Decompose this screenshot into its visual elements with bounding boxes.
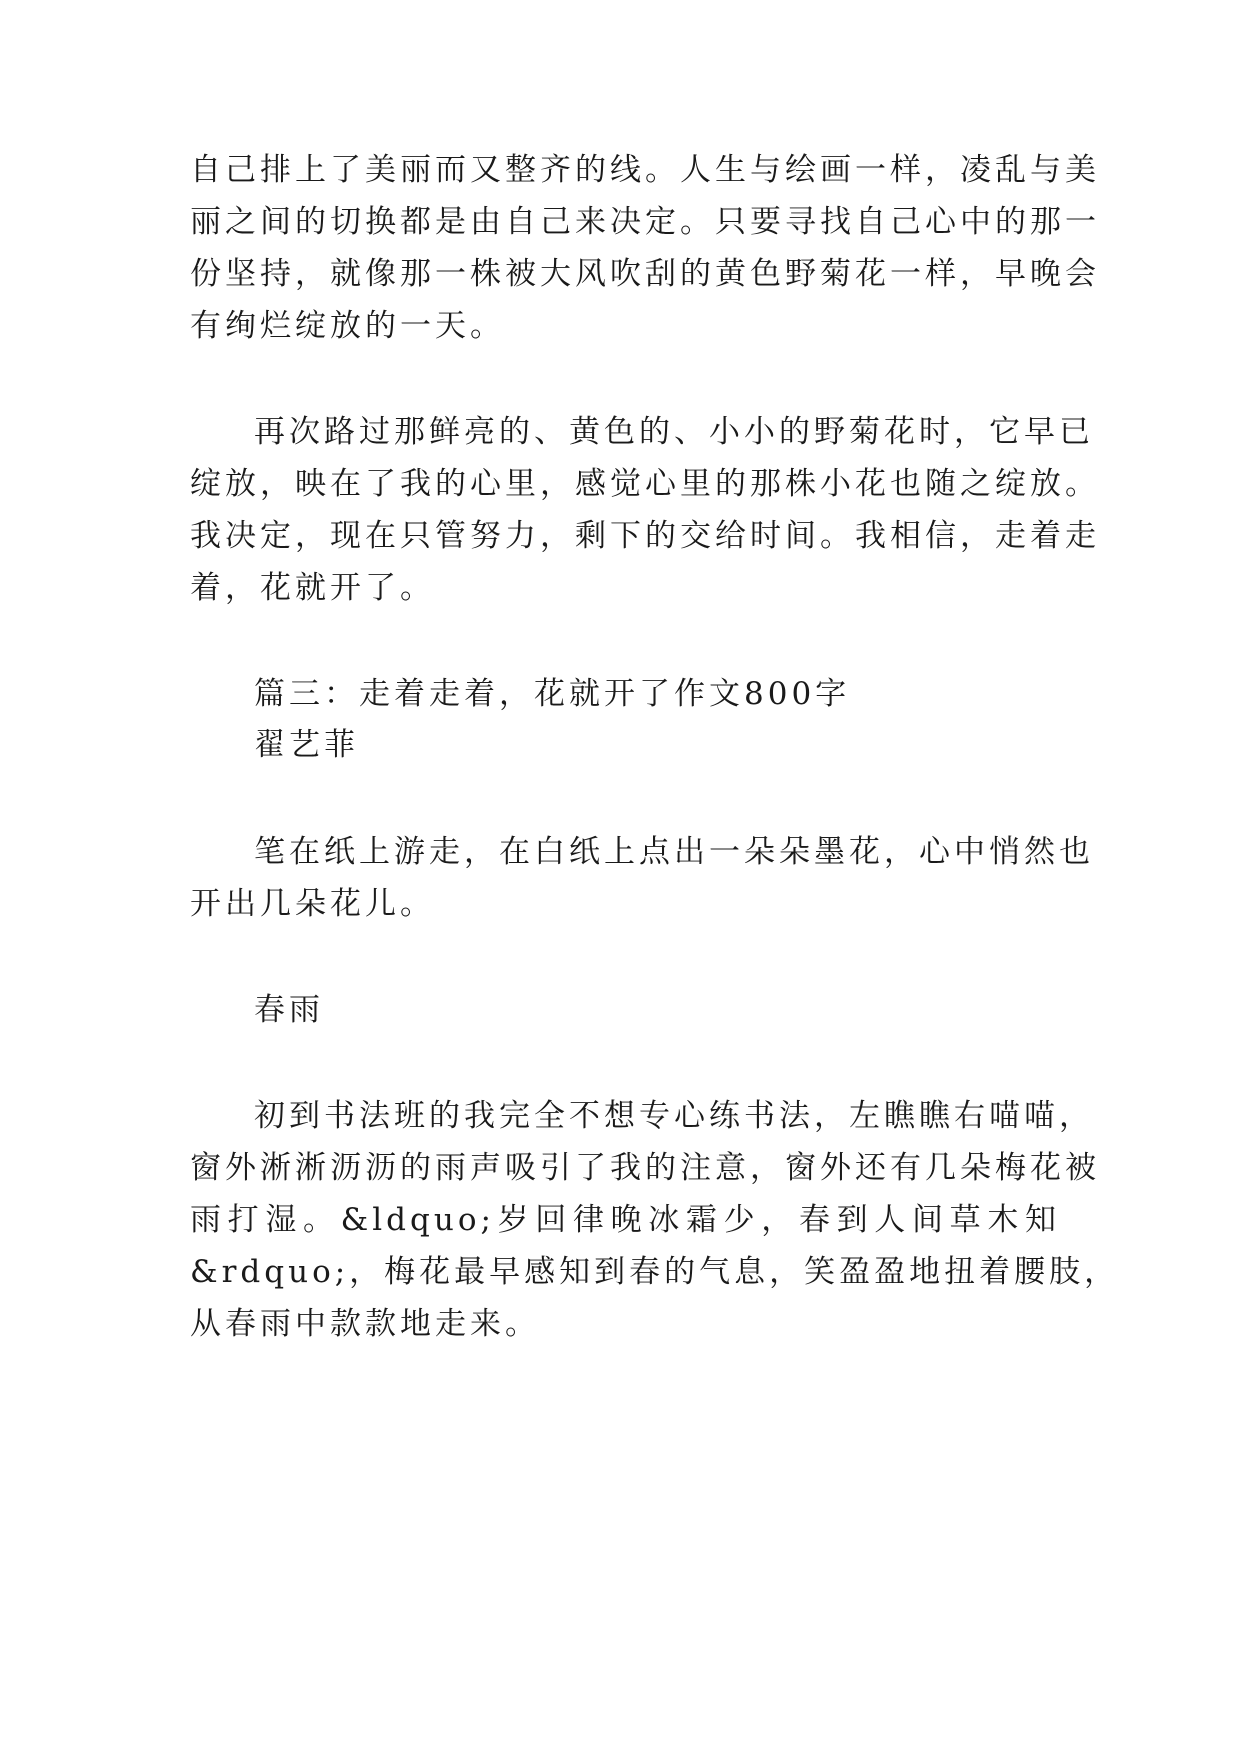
paragraph-1-line-1: 自己排上了美丽而又整齐的线。人生与绘画一样，凌乱与美: [190, 152, 1100, 188]
paragraph-2-line-2: 绽放，映在了我的心里，感觉心里的那株小花也随之绽放。: [190, 466, 1100, 502]
paragraph-4-line-5: 从春雨中款款地走来。: [190, 1306, 540, 1342]
section-title: 篇三：走着走着，花就开了作文800字: [254, 676, 851, 712]
paragraph-1-line-4: 有绚烂绽放的一天。: [190, 308, 505, 344]
paragraph-1-line-3: 份坚持，就像那一株被大风吹刮的黄色野菊花一样，早晚会: [190, 256, 1100, 292]
paragraph-1-line-2: 丽之间的切换都是由自己来决定。只要寻找自己心中的那一: [190, 204, 1100, 240]
paragraph-4-line-2: 窗外淅淅沥沥的雨声吸引了我的注意，窗外还有几朵梅花被: [190, 1150, 1100, 1186]
paragraph-4-line-3: 雨打湿。&ldquo;岁回律晚冰霜少，春到人间草木知: [190, 1202, 1060, 1238]
subheading-spring-rain: 春雨: [254, 992, 324, 1028]
paragraph-4-line-4: &rdquo;，梅花最早感知到春的气息，笑盈盈地扭着腰肢，: [190, 1254, 1120, 1290]
paragraph-4-line-1: 初到书法班的我完全不想专心练书法，左瞧瞧右喵喵，: [254, 1098, 1094, 1134]
paragraph-2-line-4: 着，花就开了。: [190, 570, 435, 606]
paragraph-2-line-3: 我决定，现在只管努力，剩下的交给时间。我相信，走着走: [190, 518, 1100, 554]
author-name: 翟艺菲: [254, 727, 359, 763]
paragraph-2-line-1: 再次路过那鲜亮的、黄色的、小小的野菊花时，它早已: [254, 414, 1094, 450]
paragraph-3-line-2: 开出几朵花儿。: [190, 886, 435, 922]
paragraph-3-line-1: 笔在纸上游走，在白纸上点出一朵朵墨花，心中悄然也: [254, 834, 1094, 870]
